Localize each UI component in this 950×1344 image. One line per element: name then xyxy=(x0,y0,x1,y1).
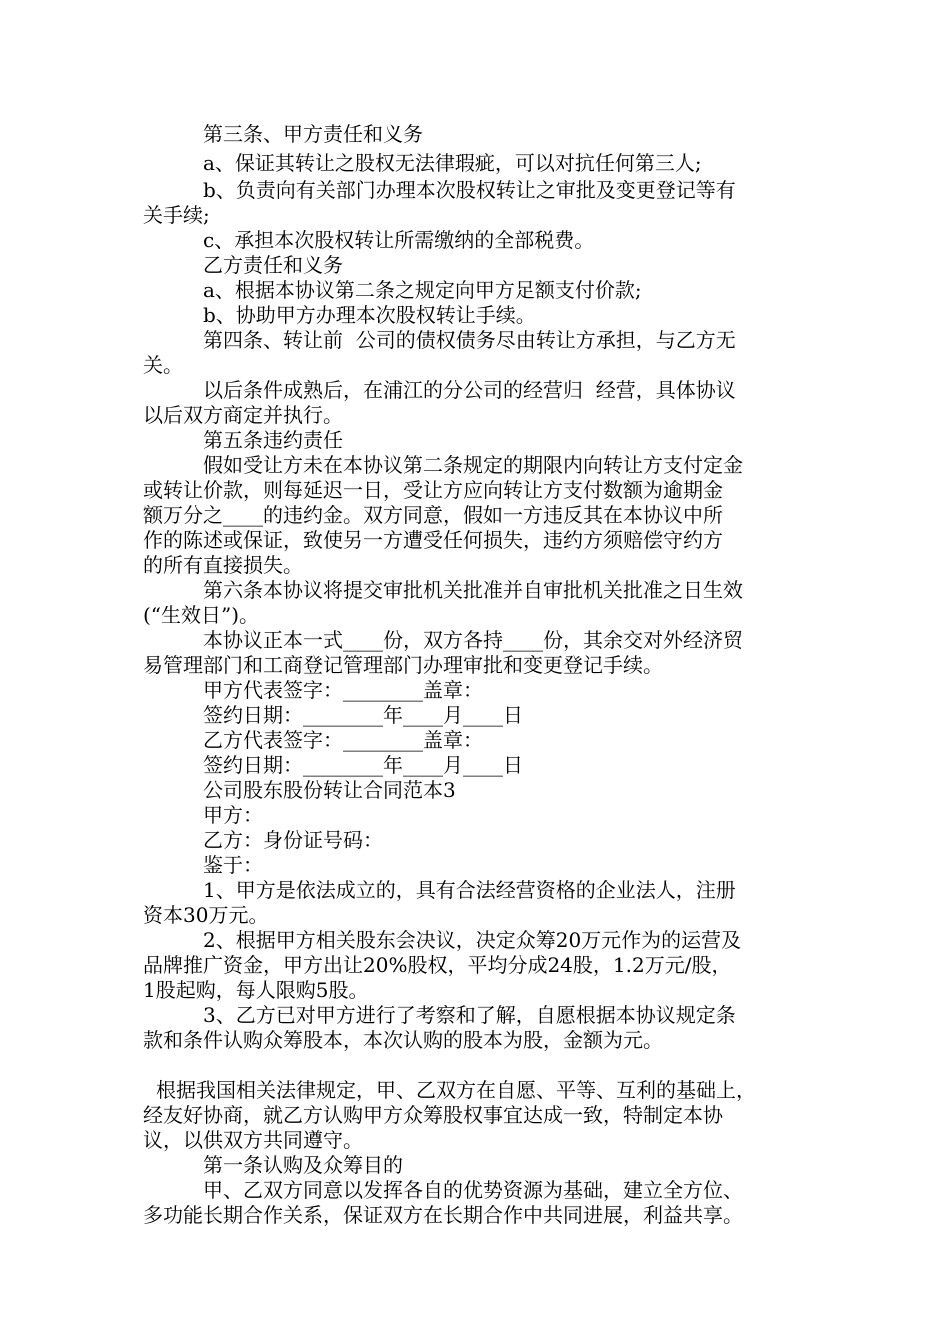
text-line: 以后条件成熟后，在浦江的分公司的经营归 经营，具体协议 xyxy=(203,378,736,402)
text-line: 1股起购，每人限购5股。 xyxy=(143,978,369,1002)
text-line: 资本30万元。 xyxy=(143,903,269,927)
text-line: 额万分之____的违约金。双方同意，假如一方违反其在本协议中所 xyxy=(143,503,723,527)
text-line: b、负责向有关部门办理本次股权转让之审批及变更登记等有 xyxy=(203,178,736,202)
text-line: b、协助甲方办理本次股权转让手续。 xyxy=(203,303,536,327)
text-line: 多功能长期合作关系，保证双方在长期合作中共同进展，利益共享。 xyxy=(143,1203,743,1227)
date-line: 签约日期：________年____月____日 xyxy=(203,753,523,777)
party-a-line: 甲方： xyxy=(203,803,263,827)
text-line: 作的陈述或保证，致使另一方遭受任何损失，违约方须赔偿守约方 xyxy=(143,528,723,552)
text-line: 第六条本协议将提交审批机关批准并自审批机关批准之日生效 xyxy=(203,578,743,602)
subheading-party-b-duties: 乙方责任和义务 xyxy=(203,253,343,277)
text-line: 款和条件认购众筹股本，本次认购的股本为股，金额为元。 xyxy=(143,1028,663,1052)
section-title: 公司股东股份转让合同范本3 xyxy=(203,778,456,802)
signature-line: 乙方代表签字：________盖章： xyxy=(203,728,483,752)
text-line: 关手续; xyxy=(143,203,210,227)
heading-article-1: 第一条认购及众筹目的 xyxy=(203,1153,403,1177)
signature-line: 甲方代表签字：________盖章： xyxy=(203,678,483,702)
text-line: 或转让价款，则每延迟一日，受让方应向转让方支付数额为逾期金 xyxy=(143,478,723,502)
text-line: a、保证其转让之股权无法律瑕疵，可以对抗任何第三人; xyxy=(203,151,702,175)
text-line: 品牌推广资金，甲方出让20%股权，平均分成24股，1.2万元/股， xyxy=(143,953,732,977)
text-line: 1、甲方是依法成立的，具有合法经营资格的企业法人，注册 xyxy=(203,878,736,902)
heading-article-3: 第三条、甲方责任和义务 xyxy=(203,122,423,146)
text-line: a、根据本协议第二条之规定向甲方足额支付价款; xyxy=(203,278,642,302)
text-line: 第四条、转让前 公司的债权债务尽由转让方承担，与乙方无 xyxy=(203,328,736,352)
heading-article-5: 第五条违约责任 xyxy=(203,428,343,452)
text-line: 本协议正本一式____份，双方各持____份，其余交对外经济贸 xyxy=(203,628,743,652)
text-line: 以后双方商定并执行。 xyxy=(143,403,343,427)
whereas-line: 鉴于： xyxy=(203,853,263,877)
text-line: 根据我国相关法律规定，甲、乙双方在自愿、平等、互利的基础上， xyxy=(156,1078,756,1102)
party-b-line: 乙方：身份证号码： xyxy=(203,828,383,852)
text-line: 3、乙方已对甲方进行了考察和了解，自愿根据本协议规定条 xyxy=(203,1003,736,1027)
text-line: 假如受让方未在本协议第二条规定的期限内向转让方支付定金 xyxy=(203,453,743,477)
text-line: 2、根据甲方相关股东会决议，决定众筹20万元作为的运营及 xyxy=(203,928,742,952)
text-line: 关。 xyxy=(143,353,183,377)
text-line: c、承担本次股权转让所需缴纳的全部税费。 xyxy=(203,228,595,252)
text-line: (“生效日”)。 xyxy=(143,603,260,627)
text-line: 甲、乙双方同意以发挥各自的优势资源为基础，建立全方位、 xyxy=(203,1178,743,1202)
text-line: 议，以供双方共同遵守。 xyxy=(143,1128,363,1152)
text-line: 的所有直接损失。 xyxy=(143,553,303,577)
text-line: 经友好协商，就乙方认购甲方众筹股权事宜达成一致，特制定本协 xyxy=(143,1103,723,1127)
text-line: 易管理部门和工商登记管理部门办理审批和变更登记手续。 xyxy=(143,653,663,677)
date-line: 签约日期：________年____月____日 xyxy=(203,703,523,727)
